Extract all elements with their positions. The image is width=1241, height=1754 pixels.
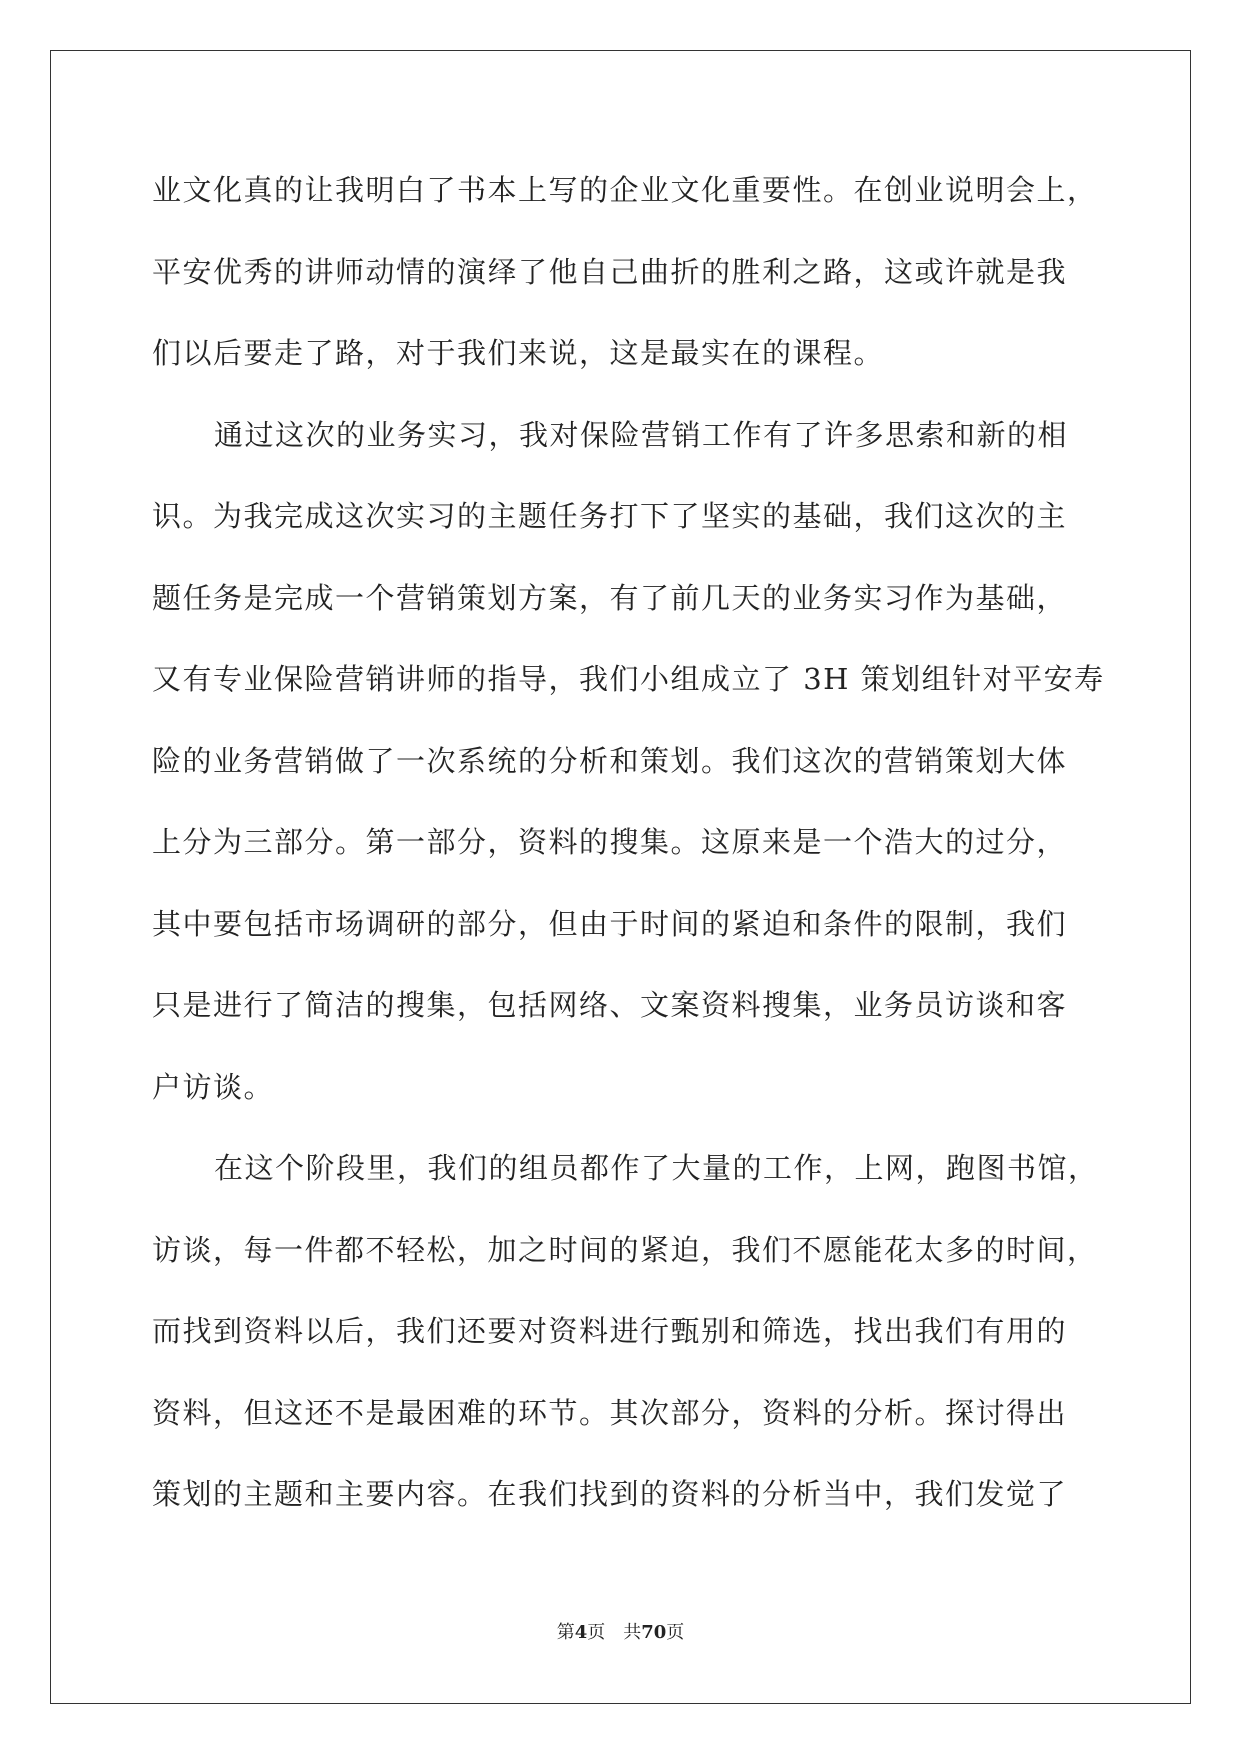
text-line: 业文化真的让我明白了书本上写的企业文化重要性。在创业说明会上， <box>152 173 1098 207</box>
paragraph-2 <box>152 405 1105 1139</box>
footer-prefix: 第 <box>556 1622 575 1643</box>
footer-middle: 页 共 <box>587 1622 642 1643</box>
text-line: 上分为三部分。第一部分，资料的搜集。这原来是一个浩大的过分， <box>152 825 1068 859</box>
document-body <box>152 160 1105 1546</box>
text-line: 平安优秀的讲师动情的演绎了他自己曲折的胜利之路，这或许就是我 <box>152 254 1068 289</box>
text-line: 访谈，每一件都不轻松，加之时间的紧迫，我们不愿能花太多的时间， <box>152 1232 1098 1267</box>
footer-suffix: 页 <box>666 1622 685 1643</box>
page-footer <box>0 1618 1241 1644</box>
current-page-number: 4 <box>574 1622 588 1643</box>
text-line: 其中要包括市场调研的部分，但由于时间的紧迫和条件的限制，我们 <box>152 906 1068 941</box>
text-line: 险的业务营销做了一次系统的分析和策划。我们这次的营销策划大体 <box>152 743 1068 778</box>
paragraph-1 <box>152 160 1098 405</box>
text-line: 只是进行了简洁的搜集，包括网络、文案资料搜集，业务员访谈和客 <box>152 988 1068 1022</box>
text-line: 策划的主题和主要内容。在我们找到的资料的分析当中，我们发觉了 <box>152 1477 1068 1511</box>
text-line: 通过这次的业务实习，我对保险营销工作有了许多思索和新的相 <box>214 417 1069 452</box>
text-line: 又有专业保险营销讲师的指导，我们小组成立了 3H 策划组针对平安寿 <box>152 662 1105 696</box>
text-line: 在这个阶段里，我们的组员都作了大量的工作，上网，跑图书馆， <box>214 1151 1099 1185</box>
text-line: 资料，但这还不是最困难的环节。其次部分，资料的分析。探讨得出 <box>152 1395 1068 1430</box>
text-line: 题任务是完成一个营销策划方案，有了前几天的业务实习作为基础， <box>152 580 1068 615</box>
text-line: 识。为我完成这次实习的主题任务打下了坚实的基础，我们这次的主 <box>152 499 1068 533</box>
text-line: 们以后要走了路，对于我们来说，这是最实在的课程。 <box>152 336 885 370</box>
paragraph-3 <box>152 1138 1099 1546</box>
text-line: 而找到资料以后，我们还要对资料进行甄别和筛选，找出我们有用的 <box>152 1314 1068 1348</box>
text-line: 户访谈。 <box>152 1069 275 1104</box>
total-page-number: 70 <box>641 1622 667 1643</box>
